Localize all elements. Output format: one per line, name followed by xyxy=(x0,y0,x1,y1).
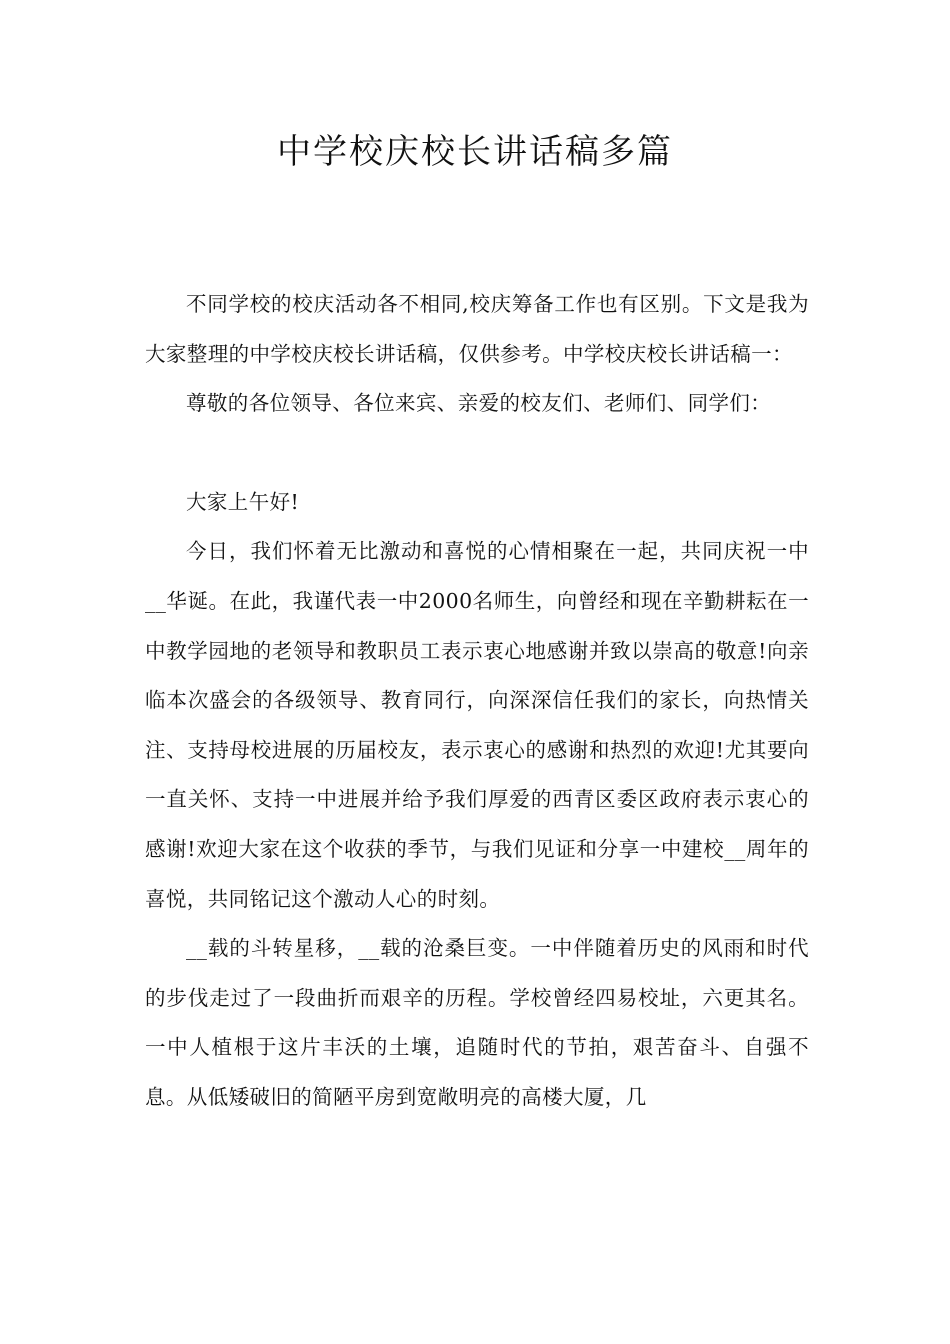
paragraph-greeting: 大家上午好! xyxy=(186,489,300,514)
document-title: 中学校庆校长讲话稿多篇 xyxy=(277,132,673,172)
paragraph-intro: 不同学校的校庆活动各不相同,校庆筹备工作也有区别。下文是我为大家整理的中学校庆校长讲话稿，仅供参考。中学校庆校长讲话稿一： xyxy=(145,292,809,366)
paragraph-history: __载的斗转星移，__载的沧桑巨变。一中伴随着历史的风雨和时代的步伐走过了一段曲折而艰辛的历程。学校曾经四易校址，六更其名。一中人植根于这片丰沃的土壤，追随时代的节拍，艰苦奋斗、自强不息。从低矮破旧的简陋平房到宽敞明亮的高楼大厦，几 xyxy=(145,936,809,1109)
document-body xyxy=(145,280,809,1123)
paragraph-salutation: 尊敬的各位领导、各位来宾、亲爱的校友们、老师们、同学们： xyxy=(186,391,772,416)
paragraph-celebration: 今日，我们怀着无比激动和喜悦的心情相聚在一起，共同庆祝一中__华诞。在此，我谨代表一中2000名师生，向曾经和现在辛勤耕耘在一中教学园地的老领导和教职员工表示衷心地感谢并致以崇高的敬意!向亲临本次盛会的各级领导、教育同行，向深深信任我们的家长，向热情关注、支持母校进展的历届校友，表示衷心的感谢和热烈的欢迎!尤其要向一直关怀、支持一中进展并给予我们厚爱的西青区委区政府表示衷心的感谢!欢迎大家在这个收获的季节，与我们见证和分享一中建校__周年的喜悦，共同铭记这个激动人心的时刻。 xyxy=(145,539,809,911)
blank-line xyxy=(145,429,809,478)
